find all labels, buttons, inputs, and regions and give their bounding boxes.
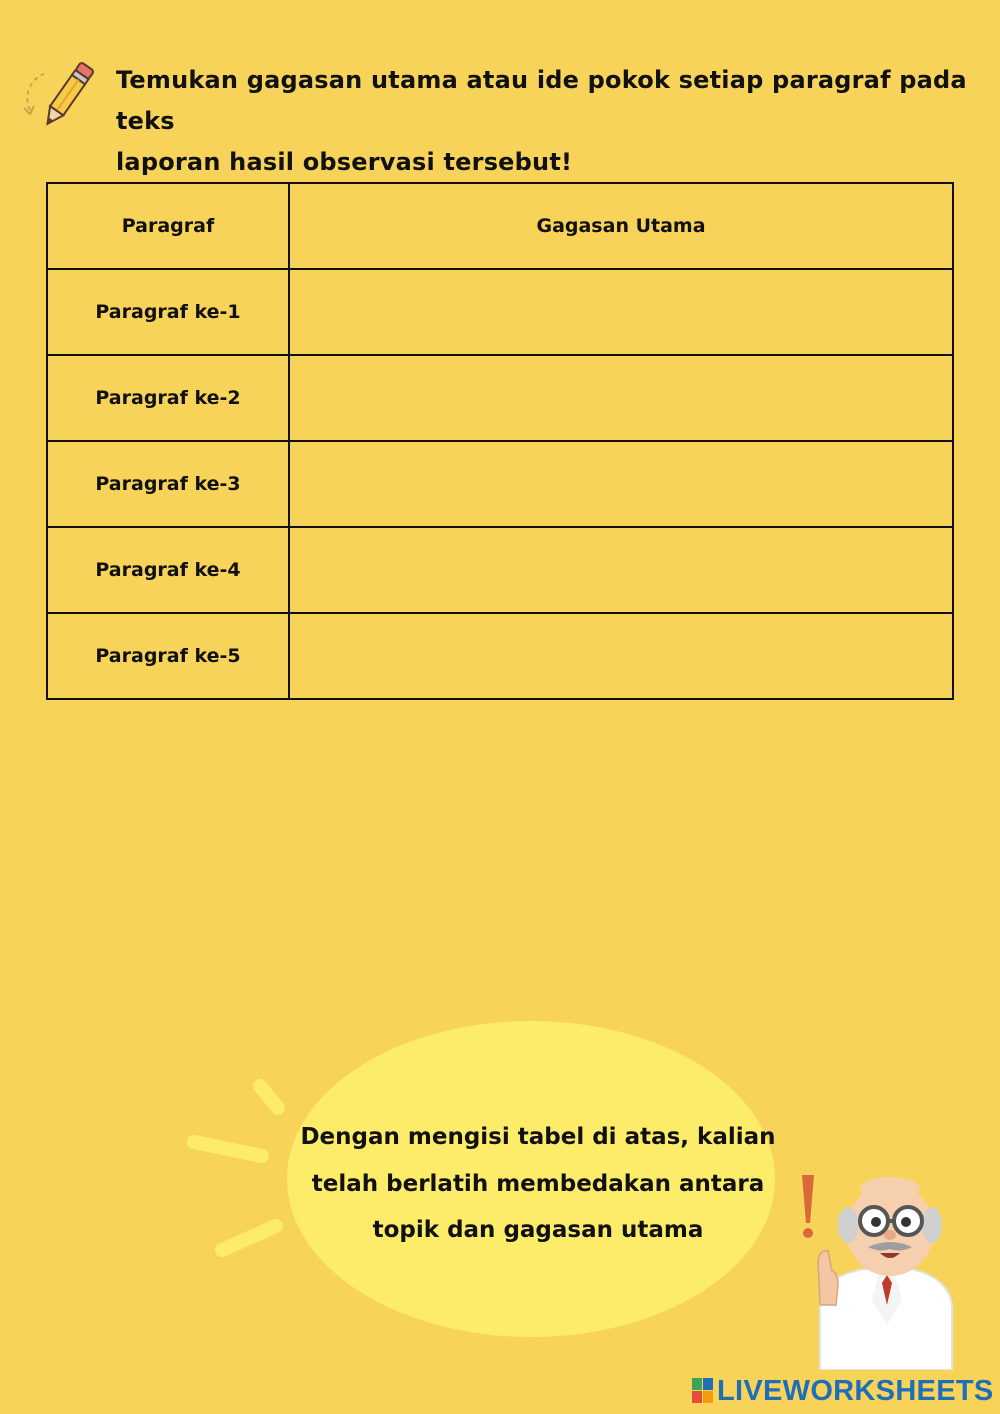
answer-cell-5 bbox=[289, 613, 953, 699]
header-gagasan-utama: Gagasan Utama bbox=[289, 183, 953, 269]
row-label-2: Paragraf ke-2 bbox=[47, 355, 289, 441]
header-paragraf: Paragraf bbox=[47, 183, 289, 269]
instruction-text bbox=[116, 60, 976, 183]
liveworksheets-logo-icon bbox=[692, 1378, 714, 1404]
table-row bbox=[47, 441, 953, 527]
pencil-icon bbox=[22, 58, 106, 134]
table-header-row bbox=[47, 183, 953, 269]
answer-input-4[interactable] bbox=[290, 529, 952, 611]
bubble-line-1: Dengan mengisi tabel di atas, kalian bbox=[300, 1124, 776, 1150]
answer-input-2[interactable] bbox=[290, 357, 952, 439]
table-row bbox=[47, 527, 953, 613]
table-row bbox=[47, 355, 953, 441]
brand-name: LIVEWORKSHEETS bbox=[717, 1374, 994, 1407]
answer-input-1[interactable] bbox=[290, 271, 952, 353]
bubble-text bbox=[290, 1114, 786, 1254]
row-label-1: Paragraf ke-1 bbox=[47, 269, 289, 355]
answer-cell-2 bbox=[289, 355, 953, 441]
bubble-line-2: telah berlatih membedakan antara bbox=[311, 1170, 765, 1197]
answer-input-5[interactable] bbox=[290, 615, 952, 697]
table-row bbox=[47, 269, 953, 355]
answer-cell-1 bbox=[289, 269, 953, 355]
row-label-5: Paragraf ke-5 bbox=[47, 613, 289, 699]
answer-cell-3 bbox=[289, 441, 953, 527]
instruction-line-2: laporan hasil observasi tersebut! bbox=[116, 148, 573, 176]
bubble-line-3: topik dan gagasan utama bbox=[372, 1217, 704, 1243]
answer-table bbox=[46, 182, 954, 700]
instruction-line-1: Temukan gagasan utama atau ide pokok setiap paragraf pada teks bbox=[116, 66, 967, 135]
row-label-3: Paragraf ke-3 bbox=[47, 441, 289, 527]
burst-lines-icon bbox=[180, 1070, 300, 1270]
row-label-4: Paragraf ke-4 bbox=[47, 527, 289, 613]
answer-input-3[interactable] bbox=[290, 443, 952, 525]
footer-brand bbox=[692, 1374, 994, 1408]
answer-cell-4 bbox=[289, 527, 953, 613]
table-row bbox=[47, 613, 953, 699]
professor-illustration-icon bbox=[790, 1165, 970, 1370]
